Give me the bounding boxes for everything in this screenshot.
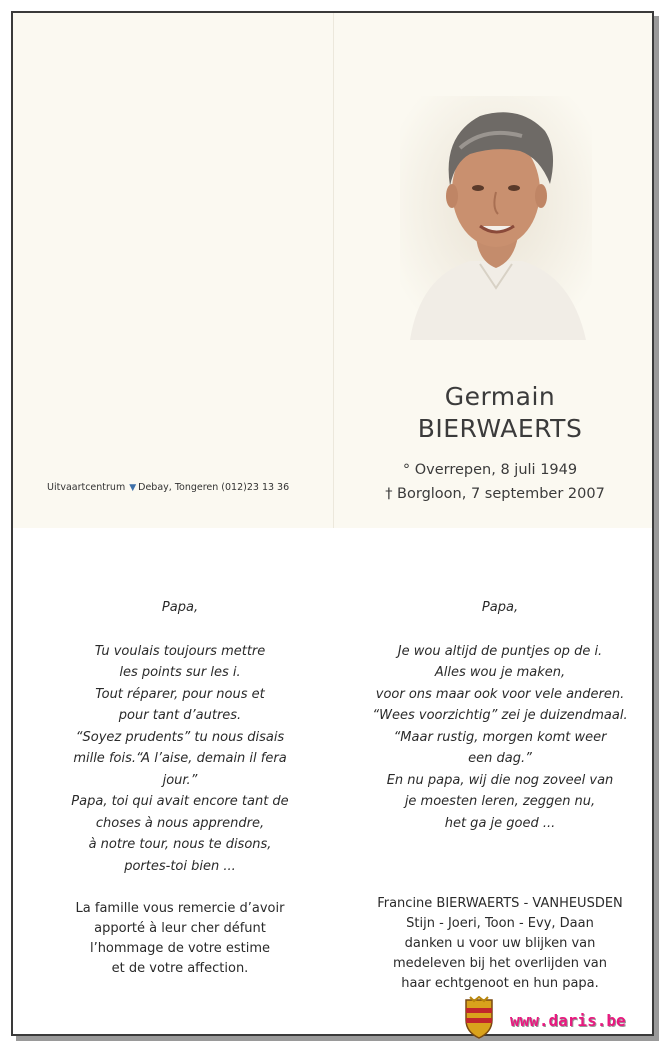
thanks-line: medeleven bij het overlijden van [392, 956, 607, 971]
thanks-line: apporté à leur cher défunt [94, 921, 266, 936]
funeral-home-line [47, 482, 289, 493]
poem-line: een dag.” [468, 751, 532, 766]
poem-line: pour tant d’autres. [118, 708, 242, 723]
card-fold-line [333, 13, 334, 528]
poem-line: choses à nous apprendre, [95, 815, 265, 831]
poem-line: “Wees voorzichtig” zei je duizendmaal. [372, 708, 628, 723]
poem-line: à notre tour, nous te disons, [88, 837, 272, 852]
watermark-site: www.daris.be [510, 1011, 626, 1030]
coat-of-arms-icon [462, 996, 496, 1040]
poem-line: Je wou altijd de puntjes op de i. [397, 643, 603, 659]
birth-line: ° Overrepen, 8 juli 1949 [402, 462, 578, 478]
thanks-french [50, 899, 310, 979]
poem-line: “Soyez prudents” tu nous disais [75, 729, 285, 745]
poem-line: portes-toi bien ... [124, 858, 236, 874]
poem-line: Papa, [161, 600, 199, 615]
funeral-home-label: Uitvaartcentrum [47, 482, 126, 493]
deceased-last-name: BIERWAERTS [417, 414, 583, 443]
thanks-line: et de votre affection. [111, 961, 249, 976]
triangle-icon: ▼ [129, 483, 137, 493]
poem-spacer [60, 619, 300, 641]
poem-line: Alles wou je maken, [434, 665, 566, 680]
poem-line: je moesten leren, zeggen nu, [404, 794, 596, 809]
thanks-line: danken u voor uw blijken van [404, 936, 596, 951]
deceased-first-name: Germain [444, 382, 556, 411]
thanks-line: Stijn - Joeri, Toon - Evy, Daan [406, 916, 594, 931]
poem-line: Tu voulais toujours mettre [94, 643, 266, 659]
poem-line: mille fois.“A l’aise, demain il fera jour.” [73, 751, 287, 788]
thanks-line: Francine BIERWAERTS - VANHEUSDEN [377, 896, 623, 911]
thanks-line: haar echtgenoot en hun papa. [401, 976, 599, 991]
poem-line: En nu papa, wij die nog zoveel van [386, 772, 614, 788]
death-line: † Borgloon, 7 september 2007 [385, 486, 605, 502]
poem-french [60, 597, 300, 877]
poem-line: Papa, [481, 600, 519, 615]
poem-line: Papa, toi qui avait encore tant de [71, 794, 289, 809]
poem-spacer [360, 619, 640, 641]
thanks-dutch [360, 894, 640, 994]
poem-line: Tout réparer, pour nous et [95, 686, 265, 702]
poem-dutch [360, 597, 640, 834]
funeral-home-detail: Debay, Tongeren (012)23 13 36 [138, 482, 290, 493]
poem-line: “Maar rustig, morgen komt weer [393, 729, 607, 745]
poem-line: voor ons maar ook voor vele anderen. [375, 686, 625, 702]
thanks-line: La famille vous remercie d’avoir [75, 901, 285, 916]
poem-line: het ga je goed ... [444, 815, 556, 831]
thanks-line: l’hommage de votre estime [89, 941, 271, 956]
poem-line: les points sur les i. [119, 665, 241, 680]
portrait-photo [400, 96, 592, 340]
